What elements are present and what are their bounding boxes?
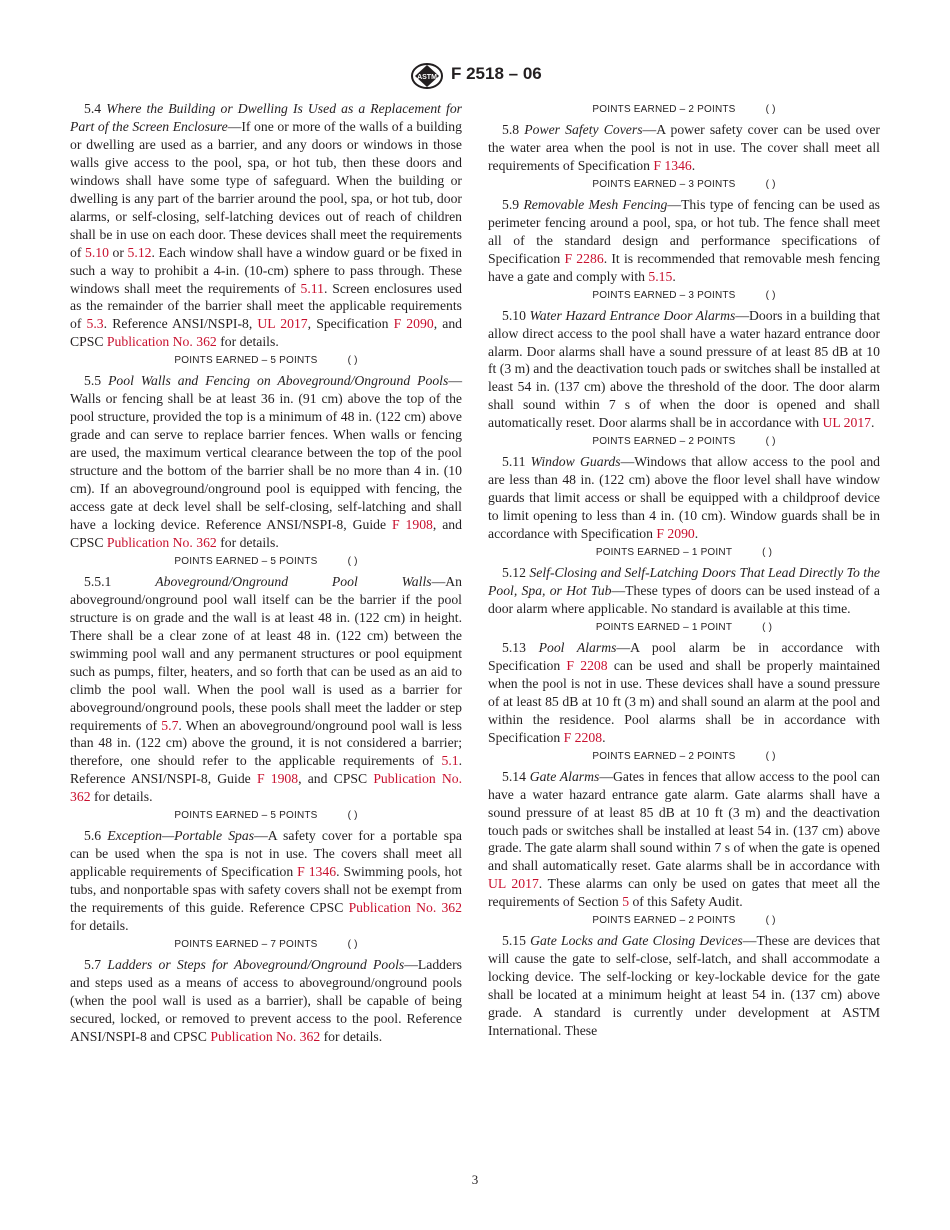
page-header (0, 62, 950, 92)
section-number: 5.11 (502, 454, 531, 470)
cross-reference-link[interactable]: F 2090 (656, 526, 695, 542)
points-blank: ( ) (765, 436, 776, 448)
section-paragraph: 5.11 Window Guards—Windows that allow access to the pool and are less than 48 in. (122 cm) above the floor level shall have window guards that limit access or shall be equipped with a childproof device to limit opening to less than 4 in. (10 cm). Window guards shall be in accordance with Specification F 2090. (488, 454, 881, 542)
svg-text:ASTM: ASTM (417, 74, 437, 81)
points-earned-line (488, 621, 880, 635)
points-earned-line (488, 178, 880, 192)
section-paragraph: 5.5.1 Aboveground/Onground Pool Walls—An aboveground/onground pool wall itself can be the barrier if the pool structure is on grade and the wall is at least 48 in. (122 cm) in height. There shall be a clear zone of at least 48 in. (122 cm) between the swimming pool wall and any permanent structures or pool equipment such as pumps, filter, heaters, and so forth that can be used as an aid to climb the pool wall. When the pool wall is used as a barrier for aboveground/onground pools, these pools shall meet the ladder or step requirements of 5.7. When an aboveground/onground pool wall is less than 48 in. (122 cm) above the ground, it is not considered a barrier; therefore, one should refer to the applicable requirements of 5.1. Reference ANSI/NSPI-8, Guide F 1908, and CPSC Publication No. 362 for details. (70, 573, 462, 805)
points-earned-label: POINTS EARNED – 2 POINTS (592, 104, 736, 115)
right-column (488, 100, 880, 1040)
section-paragraph: 5.4 Where the Building or Dwelling Is Used as a Replacement for Part of the Screen Enclosure—If one or more of the walls of a building or dwelling are used as a barrier, and any doors or windows in those walls give access to the pool, spa, or hot tub, then these doors and windows shall have some type of safeguard. When the building or dwelling is any part of the barrier around the pool, spa, or hot tub, door alarms, or self-closing, self-latching devices out of reach of children shall be in use on each door. These devices shall meet the requirements of 5.10 or 5.12. Each window shall have a window guard or be fixed in such a way to prohibit a 4-in. (10-cm) sphere to pass through. These windows shall meet the requirements of 5.11. Screen enclosures used as the remainder of the barrier shall meet the applicable requirements of 5.3. Reference ANSI/NSPI-8, UL 2017, Specification F 2090, and CPSC Publication No. 362 for details. (70, 101, 463, 350)
points-earned-label: POINTS EARNED – 5 POINTS (174, 810, 318, 822)
cross-reference-link[interactable]: 5.15 (648, 268, 673, 284)
section-number: 5.13 (502, 639, 539, 655)
page-number: 3 (471, 1172, 479, 1187)
cross-reference-link[interactable]: F 1908 (391, 516, 433, 532)
cross-reference-link[interactable]: Publication No. 362 (348, 900, 462, 916)
points-earned-line (70, 809, 462, 823)
points-earned-label: POINTS EARNED – 2 POINTS (592, 436, 736, 448)
points-earned-label: POINTS EARNED – 7 POINTS (174, 938, 318, 950)
points-earned-label: POINTS EARNED – 2 POINTS (592, 750, 736, 762)
cross-reference-link[interactable]: 5.10 (85, 244, 109, 260)
cross-reference-link[interactable]: F 1346 (297, 864, 337, 880)
points-blank: ( ) (347, 355, 358, 367)
cross-reference-link[interactable]: Publication No. 362 (106, 334, 217, 350)
cross-reference-link[interactable]: F 2208 (566, 657, 608, 673)
points-earned-label: POINTS EARNED – 1 POINT (595, 547, 733, 559)
points-blank: ( ) (765, 178, 776, 190)
points-earned-label: POINTS EARNED – 3 POINTS (592, 178, 736, 190)
section-title: Pool Alarms (538, 639, 617, 655)
points-blank: ( ) (765, 289, 776, 301)
points-earned-line (488, 289, 880, 303)
points-blank: ( ) (765, 915, 776, 927)
cross-reference-link[interactable]: F 2208 (563, 729, 603, 745)
section-paragraph: 5.15 Gate Locks and Gate Closing Devices—These are devices that will cause the gate to self-close, self-latch, and shall accommodate a locking device. The self-locking or key-lockable device for the gate shall be located at a minimum height at least 54 in. (137 cm) above grade. A standard is currently under development at ASTM International. These (488, 933, 880, 1039)
cross-reference-link[interactable]: F 1346 (653, 157, 692, 173)
section-paragraph: 5.9 Removable Mesh Fencing—This type of fencing can be used as perimeter fencing around a pool, spa, or hot tub. The fence shall meet all of the standard design and performance specifications of Specification F 2286. It is recommended that removable mesh fencing have a gate and comply with 5.15. (488, 196, 881, 284)
section-number: 5.10 (502, 307, 530, 323)
cross-reference-link[interactable]: UL 2017 (822, 415, 872, 431)
section-paragraph: 5.12 Self-Closing and Self-Latching Doors That Lead Directly To the Pool, Spa, or Hot Tub—These types of doors can be used instead of a door alarm where applicable. No standard is available at this time. (488, 565, 881, 616)
cross-reference-link[interactable]: UL 2017 (257, 316, 308, 332)
section-title: Removable Mesh Fencing (523, 196, 668, 212)
section-number: 5.9 (502, 196, 524, 212)
left-column (70, 100, 462, 1046)
points-earned-label: POINTS EARNED – 5 POINTS (174, 355, 318, 367)
section-number: 5.5.1 (84, 573, 156, 589)
section-title: Where the Building or Dwelling Is Used as a Replacement for Part of the Screen Enclosure (70, 101, 463, 134)
section-title: Power Safety Covers (524, 122, 643, 137)
section-title: Window Guards (530, 454, 621, 470)
section-number: 5.6 (84, 828, 108, 844)
points-earned-line (488, 914, 880, 928)
section-paragraph: 5.7 Ladders or Steps for Aboveground/Onground Pools—Ladders and steps used as a means of access to aboveground/onground pools (when the pool wall is used as a barrier), shall be capable of being secured, locked, or removed to prevent access to the pool. Reference ANSI/NSPI-8 and CPSC Publication No. 362 for details. (70, 956, 462, 1044)
section-title: Pool Walls and Fencing on Aboveground/Onground Pools (108, 373, 449, 389)
points-earned-line (70, 354, 462, 368)
points-blank: ( ) (347, 938, 358, 950)
section-paragraph: 5.6 Exception—Portable Spas—A safety cover for a portable spa can be used when the spa is not in use. The covers shall meet all applicable requirements of Specification F 1346. Swimming pools, hot tubs, and nonportable spas with safety covers shall not be exempt from the requirements of this guide. Reference CPSC Publication No. 362 for details. (70, 828, 463, 934)
points-earned-label: POINTS EARNED – 5 POINTS (174, 555, 318, 567)
points-earned-label: POINTS EARNED – 2 POINTS (592, 915, 736, 927)
section-number: 5.5 (84, 373, 109, 389)
section-number: 5.15 (502, 933, 531, 949)
section-title: Ladders or Steps for Aboveground/Onground Pools (107, 956, 405, 972)
section-number: 5.7 (84, 956, 108, 972)
section-paragraph: 5.14 Gate Alarms—Gates in fences that allow access to the pool can have a water hazard entrance gate alarm. Gate alarms shall have a sound pressure of at least 85 dB at 10 ft (3 m) and the deactivation touch pads or switches shall be installed at least 54 in. (137 cm) above grade. The gate alarm shall sound within 7 s of when the gate is opened and shall automatically reset. Gate alarms shall be in accordance with UL 2017. These alarms can only be used on gates that meet all the requirements of Section 5 of this Safety Audit. (488, 768, 881, 910)
section-title: Gate Alarms (529, 768, 600, 784)
section-title: Self-Closing and Self-Latching Doors That Lead Directly To the Pool, Spa, or Hot Tub (488, 565, 881, 599)
section-title: Aboveground/Onground Pool Walls (155, 573, 432, 589)
document-designation: F 2518 – 06 (451, 64, 542, 83)
points-blank: ( ) (762, 547, 773, 559)
section-paragraph: 5.5 Pool Walls and Fencing on Aboveground/Onground Pools—Walls or fencing shall be at least 36 in. (91 cm) above the top of the pool structure, provided the top is a minimum of 48 in. (122 cm) above grade and can serve to replace barrier fences. When walls or fencing are used, the maximum vertical clearance between the top of the pool structure and the bottom of the barrier shall be no more than 4 in. (10 cm). If an aboveground/onground pool is equipped with fencing, the access gate at deck level shall be self-closing, self-latching and shall have a locking device. Reference ANSI/NSPI-8, Guide F 1908, and CPSC Publication No. 362 for details. (70, 373, 462, 550)
points-earned-label: POINTS EARNED – 3 POINTS (592, 289, 736, 301)
cross-reference-link[interactable]: 5.11 (300, 280, 324, 296)
cross-reference-link[interactable]: 5.1 (441, 753, 459, 769)
cross-reference-link[interactable]: 5.3 (86, 316, 104, 332)
points-earned-line (70, 938, 462, 952)
cross-reference-link[interactable]: 5 (622, 894, 630, 910)
cross-reference-link[interactable]: Publication No. 362 (106, 534, 217, 550)
points-earned-line (488, 435, 880, 449)
cross-reference-link[interactable]: F 2090 (393, 316, 434, 332)
cross-reference-link[interactable]: UL 2017 (488, 876, 539, 892)
points-blank: ( ) (347, 555, 358, 567)
section-number: 5.14 (502, 768, 530, 784)
points-earned-label: POINTS EARNED – 1 POINT (595, 621, 733, 633)
section-paragraph: 5.10 Water Hazard Entrance Door Alarms—Doors in a building that allow direct access to the pool shall have a water hazard entrance door alarm. Door alarms shall have a sound pressure of at least 85 dB at 10 ft (3 m) and the deactivation touch pads or switches shall be installed at least 54 in. (137 cm) above the threshold of the door. The door alarm shall sound within 7 s of when the door is opened and shall automatically reset. Door alarms shall be in accordance with UL 2017. (488, 307, 880, 431)
points-earned-line (488, 546, 880, 560)
section-number: 5.12 (502, 565, 530, 581)
section-paragraph: 5.8 Power Safety Covers—A power safety cover can be used over the water area when the pool is not in use. The cover shall meet all requirements of Specification F 1346. (488, 122, 880, 173)
cross-reference-link[interactable]: 5.12 (127, 244, 152, 260)
points-blank: ( ) (765, 104, 776, 115)
points-earned-line (488, 750, 880, 764)
cross-reference-link[interactable]: Publication No. 362 (70, 771, 462, 805)
section-title: Exception—Portable Spas (107, 828, 255, 844)
section-title: Gate Locks and Gate Closing Devices (530, 933, 743, 949)
section-paragraph: 5.13 Pool Alarms—A pool alarm be in accordance with Specification F 2208 can be used and shall be properly maintained when the pool is not in use. These devices shall have a sound pressure of at least 85 dB at 10 ft (3 m) and shall sound an alarm at the pool and within the residence. Pool alarms shall be in accordance with Specification F 2208. (488, 639, 881, 745)
points-blank: ( ) (347, 810, 358, 822)
points-earned-line (488, 103, 880, 117)
cross-reference-link[interactable]: Publication No. 362 (210, 1028, 321, 1044)
cross-reference-link[interactable]: 5.7 (161, 717, 179, 733)
points-blank: ( ) (762, 621, 773, 633)
cross-reference-link[interactable]: F 2286 (564, 250, 604, 266)
section-title: Water Hazard Entrance Door Alarms (529, 307, 736, 323)
cross-reference-link[interactable]: F 1908 (256, 771, 299, 787)
section-number: 5.8 (502, 122, 525, 137)
points-blank: ( ) (765, 750, 776, 762)
astm-logo-icon (410, 62, 444, 90)
points-earned-line (70, 555, 462, 569)
section-number: 5.4 (84, 101, 107, 116)
